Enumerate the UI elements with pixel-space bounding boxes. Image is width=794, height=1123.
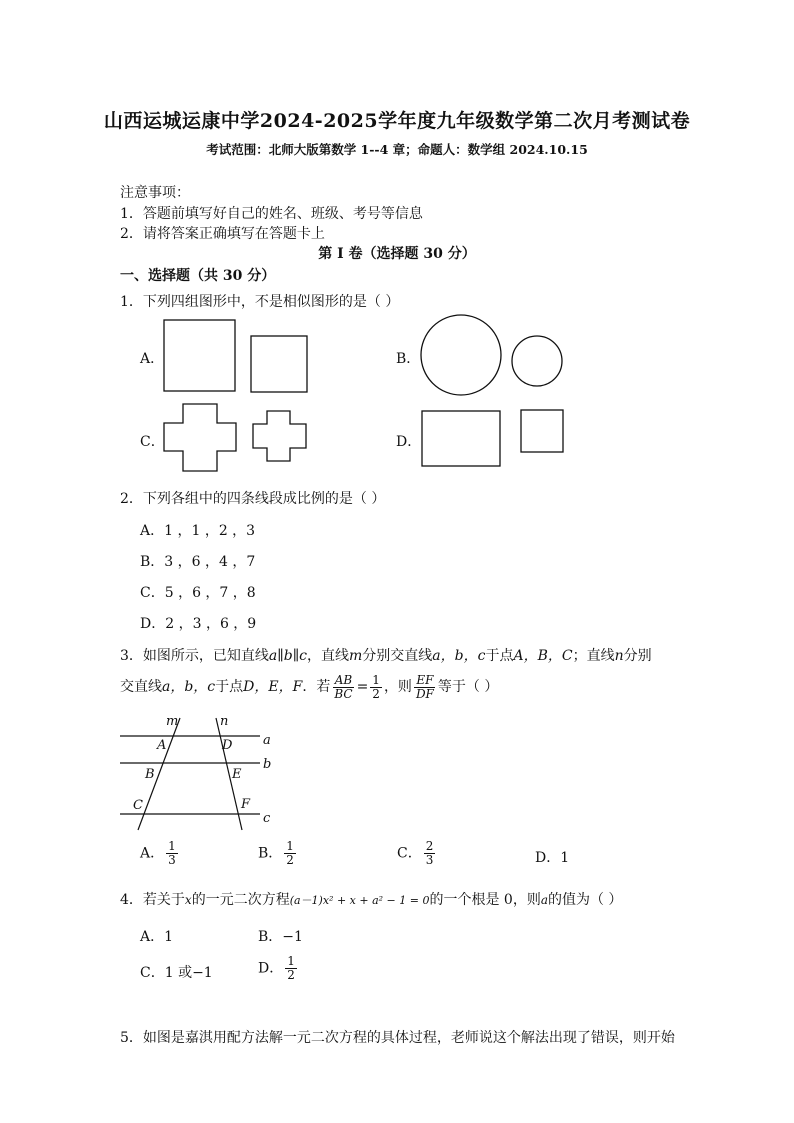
q3-option-label: C．: [397, 845, 422, 862]
q3-option-fraction: [284, 840, 296, 867]
q5-stem: 5．如图是嘉淇用配方法解一元二次方程的具体过程，老师说这个解法出现了错误，则开始: [120, 1030, 675, 1046]
q3-option-den: 3: [425, 853, 434, 867]
q3-text: ；直线: [572, 648, 615, 664]
q3-frac-den: BC: [334, 686, 353, 701]
section1-title: 一、选择题（共 30 分）: [120, 268, 276, 284]
q3-frac-num: EF: [416, 672, 434, 687]
q3-text: 分别交直线: [362, 648, 433, 664]
q4-var-x: x: [184, 893, 192, 907]
q3-option-den: 2: [286, 853, 294, 867]
q1-option-a-label: A．: [140, 351, 165, 367]
exam-scope: 考试范围：北师大版第数学 1--4 章；命题人：数学组 2024.10.15: [206, 142, 588, 157]
q3-frac-num: AB: [334, 672, 353, 687]
q3-label-A: A: [157, 738, 167, 753]
q3-points-abc: A，B，C: [513, 648, 573, 664]
q3-line-n: n: [614, 648, 624, 664]
q1-option-d-label: D．: [396, 434, 422, 450]
q1-d-square: [521, 410, 563, 452]
q4-option-a: A．1: [140, 929, 174, 945]
q1-b-large-circle: [421, 315, 501, 395]
q3-lines-abc: a，b，c: [432, 648, 486, 664]
q4-text: 的一元二次方程: [191, 892, 290, 908]
q3-text: 于点: [215, 679, 244, 695]
q3-text: 3．如图所示，已知直线: [120, 648, 269, 664]
q3-option-value: 1: [560, 850, 570, 866]
q3-frac-den: DF: [415, 686, 434, 701]
q3-option-fraction: [166, 840, 178, 867]
page-title: 山西运城运康中学2024-2025学年度九年级数学第二次月考测试卷: [103, 110, 691, 132]
q3-fraction-ab-bc: [332, 674, 354, 701]
q3-option-num: 2: [425, 839, 434, 853]
q3-option-num: 1: [286, 839, 294, 853]
q3-option-num: 1: [168, 839, 176, 853]
q3-parallel: a∥b∥c: [268, 648, 308, 664]
q4-option-label: D．: [258, 960, 284, 977]
q3-fraction-half: [370, 674, 382, 701]
q3-lines-abc: a，b，c: [162, 679, 216, 695]
q3-label-C: C: [133, 798, 143, 813]
q4-text: 的值为（ ）: [547, 892, 623, 908]
q3-line-m: m: [349, 648, 363, 664]
q1-d-rectangle: [422, 411, 500, 466]
q3-label-n: n: [220, 714, 229, 729]
q3-stem-line2: [120, 672, 498, 702]
q2-option-b: B．3 ，6 ，4 ，7: [140, 554, 256, 570]
q1-c-small-cross: [253, 411, 306, 461]
q1-a-large-square: [164, 320, 235, 391]
q2-option-a: A．1 ，1 ，2 ，3: [140, 523, 256, 539]
notice-item-1: 1．答题前填写好自己的姓名、班级、考号等信息: [120, 206, 423, 222]
q3-text: 于点: [485, 648, 514, 664]
q2-option-c: C．5 ，6 ，7 ，8: [140, 585, 256, 601]
q3-label-m: m: [166, 714, 179, 729]
q4-equation: (a－1)x² + x + a² − 1 = 0: [289, 894, 430, 907]
q3-option-label: B．: [258, 845, 283, 862]
q3-figure: [110, 710, 290, 835]
q3-equals: =: [356, 679, 369, 695]
q4-option-num: 1: [287, 954, 295, 968]
q4-option-den: 2: [287, 968, 295, 982]
q3-fraction-ef-df: [414, 674, 436, 701]
q3-option-label: D．: [535, 850, 561, 866]
q3-option-d: [535, 847, 569, 867]
notice-heading: 注意事项：: [120, 185, 190, 201]
q3-text: 等于（ ）: [437, 679, 499, 695]
q3-option-b: [258, 840, 298, 867]
q4-option-d: [258, 955, 299, 982]
q3-text: ．若: [302, 679, 331, 695]
q3-points-def: D，E，F: [243, 679, 303, 695]
q1-a-small-square: [251, 336, 307, 392]
q3-label-D: D: [222, 738, 233, 753]
q3-frac-num: 1: [372, 672, 380, 687]
q1-option-c-label: C．: [140, 434, 165, 450]
q4-option-c: C．1 或−1: [140, 965, 213, 981]
q3-label-B: B: [145, 767, 155, 782]
q3-stem-line1: [120, 645, 652, 665]
part1-title: 第 I 卷（选择题 30 分）: [318, 246, 476, 262]
q3-text: 分别: [623, 648, 652, 664]
q3-text: 交直线: [120, 679, 162, 695]
q3-option-den: 3: [168, 853, 176, 867]
q3-label-a: a: [263, 733, 271, 748]
q4-text: 4．若关于: [120, 892, 185, 908]
q3-text: ，直线: [307, 648, 350, 664]
q3-text: ，则: [383, 679, 412, 695]
q3-option-a: [140, 840, 180, 867]
q1-option-b-label: B．: [396, 351, 421, 367]
q4-option-b: B．−1: [258, 929, 303, 945]
q3-option-label: A．: [140, 845, 165, 862]
q3-label-b: b: [263, 757, 272, 772]
q4-stem: [120, 889, 622, 909]
notice-item-2: 2．请将答案正确填写在答题卡上: [120, 226, 325, 242]
q3-label-F: F: [241, 797, 251, 812]
q4-var-a: a: [540, 893, 548, 907]
q1-c-large-cross: [164, 404, 236, 471]
q2-option-d: D．2 ，3 ，6 ，9: [140, 616, 257, 632]
q4-option-fraction: [285, 955, 297, 982]
q3-frac-den: 2: [372, 686, 380, 701]
q2-stem: 2．下列各组中的四条线段成比例的是（ ）: [120, 491, 386, 507]
q3-option-fraction: [424, 840, 436, 867]
q3-option-c: [397, 840, 437, 867]
q1-b-small-circle: [512, 336, 562, 386]
q3-label-E: E: [232, 767, 242, 782]
q1-stem: 1．下列四组图形中，不是相似图形的是（ ）: [120, 294, 400, 310]
q3-label-c: c: [263, 811, 271, 826]
q4-text: 的一个根是 0，则: [429, 892, 541, 908]
